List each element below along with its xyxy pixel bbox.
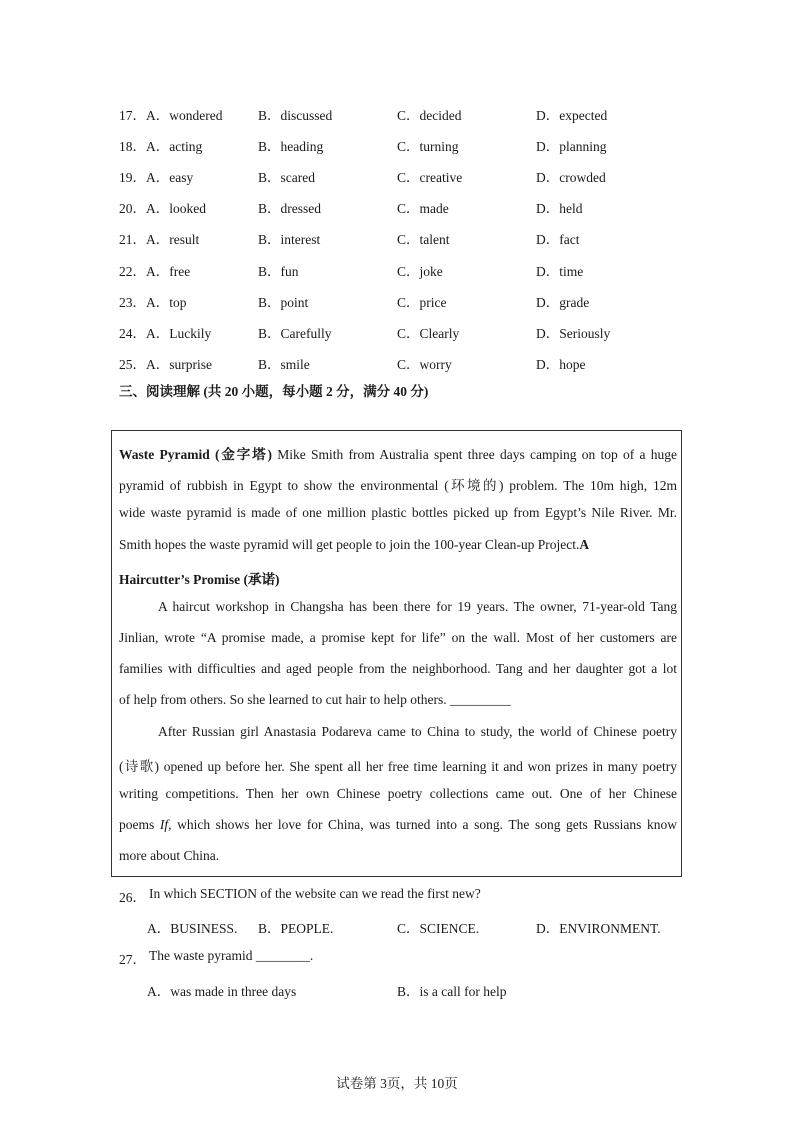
option-b: B．smile: [258, 357, 310, 372]
option-d: D．Seriously: [536, 326, 611, 341]
option-c: C．decided: [397, 108, 462, 123]
answer-option-d: D．ENVIRONMENT.: [536, 921, 661, 936]
question-stem: [119, 948, 314, 967]
passage-bold-text: A: [579, 537, 590, 552]
option-b: B．heading: [258, 139, 324, 154]
passage-line: [119, 443, 677, 463]
option-d: D．time: [536, 264, 584, 279]
passage-line: of help from others. So she learned to cut hair to help others. _________: [119, 692, 511, 707]
option-row-17: [119, 104, 719, 124]
passage-text: Smith hopes the waste pyramid will get people to join the 100-year Clean-up Project.: [119, 537, 580, 552]
passage-line: [119, 537, 677, 557]
passage-line: families with difficulties and aged people from the neighborhood. Tang and her daughter got a lot: [119, 661, 677, 676]
option-b: B．dressed: [258, 201, 321, 216]
option-row-23: [119, 291, 719, 311]
option-c: C．creative: [397, 170, 463, 185]
passage-line: Jinlian, wrote “A promise made, a promise kept for life” on the wall. Most of her customers are: [119, 630, 677, 645]
option-a: 20．A．looked: [119, 201, 206, 216]
answer-option-b: B．is a call for help: [397, 984, 507, 999]
option-d: D．expected: [536, 108, 608, 123]
option-d: D．grade: [536, 295, 590, 310]
option-c: C．worry: [397, 357, 452, 372]
question-stem: [119, 886, 481, 905]
section-heading: 三、阅读理解 (共 20 小题，每小题 2 分，满分 40 分): [119, 384, 429, 399]
passage-line: [119, 817, 677, 837]
question-text: In which SECTION of the website can we read the first new?: [149, 886, 481, 901]
option-row-20: [119, 197, 719, 217]
passage-text: , which shows her love for China, was turned into a song. The song gets Russians know: [168, 817, 678, 832]
option-c: C．Clearly: [397, 326, 460, 341]
passage-text: poems: [119, 817, 160, 832]
question-number: 26．: [119, 890, 146, 905]
answer-option-a: A．was made in three days: [147, 984, 297, 999]
option-row-22: [119, 260, 719, 280]
question-number: 27．: [119, 952, 146, 967]
option-b: B．Carefully: [258, 326, 332, 341]
option-a: 18．A．acting: [119, 139, 203, 154]
option-d: D．hope: [536, 357, 586, 372]
option-b: B．scared: [258, 170, 315, 185]
option-b: B．point: [258, 295, 309, 310]
option-a: 21．A．result: [119, 232, 200, 247]
option-d: D．fact: [536, 232, 580, 247]
passage-line: wide waste pyramid is made of one million plastic bottles picked up from Egypt’s Nile River. Mr.: [119, 505, 677, 520]
option-row-19: [119, 166, 719, 186]
passage-box: [111, 430, 682, 877]
option-a: 19．A．easy: [119, 170, 194, 185]
option-row-21: [119, 228, 719, 248]
passage-line: A haircut workshop in Changsha has been there for 19 years. The owner, 71-year-old Tang: [158, 599, 677, 614]
passage-title-waste-pyramid: Waste Pyramid (金字塔): [119, 447, 273, 462]
option-b: B．fun: [258, 264, 299, 279]
option-row-18: [119, 135, 719, 155]
passage-line: After Russian girl Anastasia Podareva came to China to study, the world of Chinese poetry: [158, 724, 677, 739]
answer-option-a: A．BUSINESS.: [147, 921, 238, 936]
option-c: C．price: [397, 295, 447, 310]
option-row-25: [119, 353, 719, 373]
option-row-24: [119, 322, 719, 342]
option-c: C．joke: [397, 264, 443, 279]
option-d: D．crowded: [536, 170, 606, 185]
option-c: C．talent: [397, 232, 450, 247]
question-text: The waste pyramid ________.: [149, 948, 314, 963]
option-b: B．discussed: [258, 108, 333, 123]
passage-line: writing competitions. Then her own Chinese poetry collections came out. One of her Chinese: [119, 786, 677, 801]
poem-title: If: [159, 817, 169, 832]
answer-option-b: B．PEOPLE.: [258, 921, 334, 936]
page-footer: 试卷第 3页，共 10页: [336, 1076, 458, 1091]
option-a: 24．A．Luckily: [119, 326, 212, 341]
option-c: C．made: [397, 201, 449, 216]
option-d: D．planning: [536, 139, 607, 154]
option-d: D．held: [536, 201, 583, 216]
option-c: C．turning: [397, 139, 459, 154]
option-a: 17．A．wondered: [119, 108, 223, 123]
passage-line: pyramid of rubbish in Egypt to show the environmental (环境的) problem. The 10m high, 12m: [119, 478, 677, 493]
passage-line: more about China.: [119, 848, 220, 863]
passage-line: (诗歌) opened up before her. She spent all her free time learning it and won prizes in many poetry: [119, 759, 677, 774]
answer-option-c: C．SCIENCE.: [397, 921, 480, 936]
option-a: 25．A．surprise: [119, 357, 212, 372]
passage-text: Mike Smith from Australia spent three days camping on top of a huge: [272, 447, 677, 462]
option-b: B．interest: [258, 232, 321, 247]
option-a: 23．A．top: [119, 295, 187, 310]
option-a: 22．A．free: [119, 264, 191, 279]
passage-title-haircutter: Haircutter’s Promise (承诺): [119, 572, 280, 587]
